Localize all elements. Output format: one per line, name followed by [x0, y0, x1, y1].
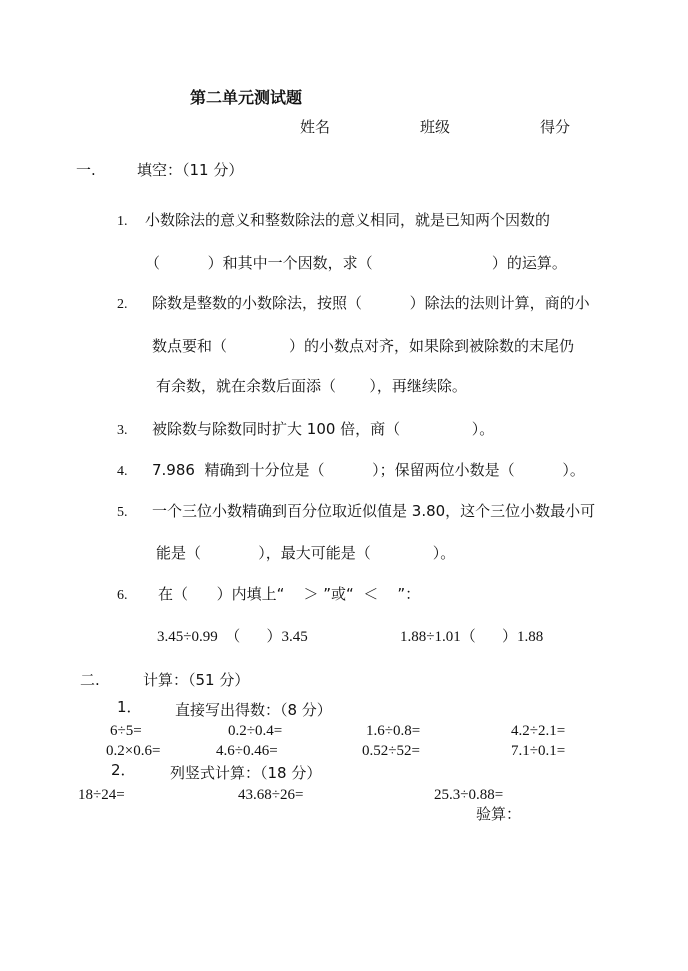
- subsection-2-number: 2．: [111, 761, 136, 779]
- question-line: （ ）和其中一个因数，求（ ）的运算。: [145, 254, 567, 272]
- question-line: 小数除法的意义和整数除法的意义相同，就是已知两个因数的: [145, 211, 551, 229]
- section-1-number: 一.: [76, 161, 96, 179]
- class-label: 班级: [420, 118, 451, 136]
- name-label: 姓名: [300, 118, 331, 136]
- mental-calc-item: 7.1÷0.1=: [511, 743, 566, 759]
- question-number: 1.: [117, 214, 128, 229]
- question-line: 除数是整数的小数除法，按照（ ）除法的法则计算，商的小: [152, 294, 590, 312]
- section-2-heading: 计算：（51 分）: [143, 671, 250, 689]
- question-line: 有余数，就在余数后面添（ ），再继续除。: [156, 377, 467, 395]
- subsection-2-label: 列竖式计算：（18 分）: [170, 764, 322, 782]
- section-2-number: 二.: [80, 671, 100, 689]
- mental-calc-item: 6÷5=: [110, 723, 142, 739]
- mental-calc-item: 0.2÷0.4=: [228, 723, 283, 739]
- compare-expression: 1.88÷1.01（ ）1.88: [400, 629, 544, 645]
- question-line: 在（ ）内填上“ ＞ ”或“ ＜ ”：: [158, 585, 421, 603]
- mental-calc-item: 4.2÷2.1=: [511, 723, 566, 739]
- question-line: 数点要和（ ）的小数点对齐，如果除到被除数的末尾仍: [152, 337, 574, 355]
- question-number: 2.: [117, 297, 128, 312]
- question-number: 6.: [117, 588, 128, 603]
- check-label: 验算：: [476, 805, 522, 823]
- vertical-calc-item: 18÷24=: [78, 787, 125, 803]
- question-number: 5.: [117, 505, 128, 520]
- mental-calc-item: 4.6÷0.46=: [216, 743, 278, 759]
- question-line: 一个三位小数精确到百分位取近似值是 3.80，这个三位小数最小可: [152, 502, 596, 520]
- mental-calc-item: 0.2×0.6=: [106, 743, 161, 759]
- mental-calc-item: 1.6÷0.8=: [366, 723, 421, 739]
- compare-expression: 3.45÷0.99 （ ）3.45: [157, 629, 308, 645]
- section-1-heading: 填空：（11 分）: [137, 161, 244, 179]
- question-line: 能是（ ），最大可能是（ ）。: [156, 544, 456, 562]
- page-title: 第二单元测试题: [190, 88, 303, 107]
- vertical-calc-item: 25.3÷0.88=: [434, 787, 504, 803]
- subsection-1-number: 1．: [117, 698, 142, 716]
- score-label: 得分: [540, 118, 571, 136]
- subsection-1-label: 直接写出得数：（8 分）: [175, 701, 332, 719]
- mental-calc-item: 0.52÷52=: [362, 743, 420, 759]
- question-number: 4.: [117, 464, 128, 479]
- vertical-calc-item: 43.68÷26=: [238, 787, 304, 803]
- question-line: 被除数与除数同时扩大 100 倍，商（ ）。: [152, 420, 495, 438]
- question-number: 3.: [117, 423, 128, 438]
- question-line: 7.986 精确到十分位是（ ）；保留两位小数是（ ）。: [152, 461, 585, 479]
